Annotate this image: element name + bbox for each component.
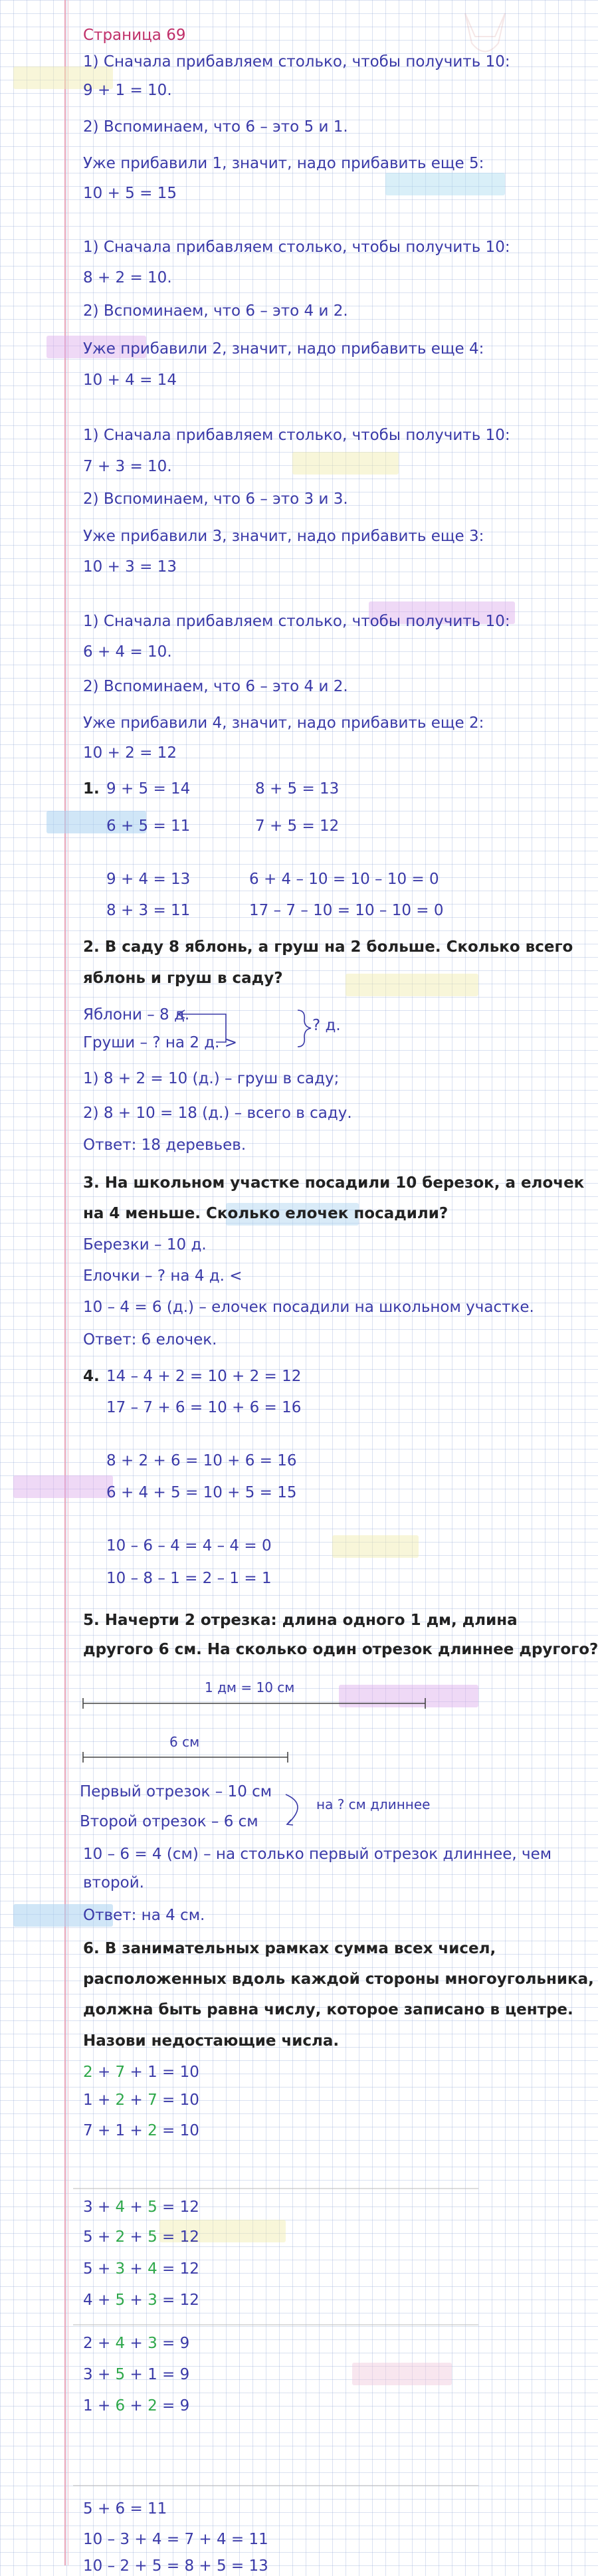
equation: 6 + 5 = 11 bbox=[106, 817, 191, 835]
equation: 8 + 2 + 6 = 10 + 6 = 16 bbox=[106, 1452, 297, 1469]
short-note: Яблони – 8 д. bbox=[83, 1006, 190, 1023]
text-line: 1) Сначала прибавляем столько, чтобы получить 10: bbox=[83, 427, 510, 444]
watermark-patch bbox=[346, 974, 478, 996]
text-line: 2) Вспоминаем, что 6 – это 4 и 2. bbox=[83, 302, 348, 320]
equation: 5 + 6 = 11 bbox=[83, 2500, 167, 2518]
task-statement: другого 6 см. На сколько один отрезок длиннее другого? bbox=[83, 1641, 598, 1658]
watermark-patch bbox=[352, 2363, 452, 2385]
equation-part: 7 + 1 + bbox=[83, 2122, 148, 2139]
equation bbox=[83, 2290, 199, 2310]
equation-part: = 9 bbox=[157, 2397, 190, 2415]
filled-number: 2 bbox=[115, 2228, 126, 2246]
equation-part: = 12 bbox=[157, 2260, 199, 2278]
equation-part: + bbox=[92, 2064, 116, 2081]
solution-line: 1) 8 + 2 = 10 (д.) – груш в саду; bbox=[83, 1070, 340, 1087]
equation-part: 1 + bbox=[83, 2397, 116, 2415]
filled-number: 4 bbox=[115, 2199, 126, 2216]
answer: Ответ: 18 деревьев. bbox=[83, 1136, 247, 1154]
solution-line: 10 – 6 = 4 (см) – на столько первый отрезок длиннее, чем bbox=[83, 1846, 552, 1863]
equation: 9 + 4 = 13 bbox=[106, 871, 191, 888]
equation bbox=[83, 2365, 189, 2385]
text-line: Уже прибавили 4, значит, надо прибавить еще 2: bbox=[83, 714, 484, 732]
equation bbox=[83, 2259, 199, 2279]
solution-line: 2) 8 + 10 = 18 (д.) – всего в саду. bbox=[83, 1105, 352, 1122]
equation: 10 – 3 + 4 = 7 + 4 = 11 bbox=[83, 2531, 268, 2548]
task-statement: яблонь и груш в саду? bbox=[83, 970, 283, 987]
equation: 10 – 6 – 4 = 4 – 4 = 0 bbox=[106, 1537, 272, 1555]
equation bbox=[83, 2090, 199, 2110]
equation-part: + bbox=[125, 2260, 148, 2278]
text-line: 2) Вспоминаем, что 6 – это 5 и 1. bbox=[83, 118, 348, 136]
text-line: 1) Сначала прибавляем столько, чтобы получить 10: bbox=[83, 53, 510, 70]
equation: 10 – 8 – 1 = 2 – 1 = 1 bbox=[106, 1570, 272, 1587]
solution-line: второй. bbox=[83, 1874, 144, 1891]
filled-number: 5 bbox=[115, 2366, 126, 2383]
task-statement: должна быть равна числу, которое записано в центре. bbox=[83, 2001, 573, 2018]
answer: Ответ: 6 елочек. bbox=[83, 1331, 217, 1348]
task-statement: 2. В саду 8 яблонь, а груш на 2 больше. Сколько всего bbox=[83, 938, 573, 956]
short-note: Елочки – ? на 4 д. < bbox=[83, 1267, 243, 1285]
task-statement: на 4 меньше. Сколько елочек посадили? bbox=[83, 1205, 448, 1222]
filled-number: 6 bbox=[115, 2397, 126, 2415]
filled-number: 2 bbox=[148, 2397, 157, 2415]
text-line: 7 + 3 = 10. bbox=[83, 458, 172, 475]
text-line: 9 + 1 = 10. bbox=[83, 82, 172, 99]
filled-number: 7 bbox=[115, 2064, 126, 2081]
text-line: 8 + 2 = 10. bbox=[83, 269, 172, 286]
segment-label: 1 дм = 10 см bbox=[205, 1679, 295, 1695]
short-note: Березки – 10 д. bbox=[83, 1236, 207, 1253]
filled-number: 5 bbox=[115, 2292, 126, 2309]
task-statement: расположенных вдоль каждой стороны многоугольника, bbox=[83, 1971, 594, 1988]
equation: 17 – 7 + 6 = 10 + 6 = 16 bbox=[106, 1399, 302, 1416]
filled-number: 5 bbox=[148, 2199, 157, 2216]
filled-number: 3 bbox=[115, 2260, 126, 2278]
equation-part: + bbox=[125, 2335, 148, 2352]
equation bbox=[83, 2197, 199, 2217]
equation bbox=[83, 2396, 189, 2416]
text-line: 10 + 5 = 15 bbox=[83, 185, 177, 202]
filled-number: 2 bbox=[115, 2092, 126, 2109]
text-line: 2) Вспоминаем, что 6 – это 4 и 2. bbox=[83, 678, 348, 695]
text-line: 10 + 4 = 14 bbox=[83, 372, 177, 389]
task-statement: 6. В занимательных рамках сумма всех чисел, bbox=[83, 1940, 496, 1957]
short-note: Второй отрезок – 6 см bbox=[80, 1813, 258, 1830]
filled-number: 4 bbox=[148, 2260, 157, 2278]
brace bbox=[298, 1010, 311, 1047]
equation: 10 – 2 + 5 = 8 + 5 = 13 bbox=[83, 2557, 268, 2575]
equation-part: 3 + bbox=[83, 2366, 116, 2383]
watermark-patch bbox=[13, 1475, 113, 1498]
equation-part: 1 + bbox=[83, 2092, 116, 2109]
text-line: 2) Вспоминаем, что 6 – это 3 и 3. bbox=[83, 490, 348, 508]
equation-part: = 12 bbox=[157, 2199, 199, 2216]
equation-part: + 1 = 9 bbox=[125, 2366, 190, 2383]
fox-watermark-icon bbox=[465, 13, 505, 52]
equation: 7 + 5 = 12 bbox=[255, 817, 340, 835]
task-number: 4. bbox=[83, 1368, 100, 1385]
equation-part: + bbox=[125, 2397, 148, 2415]
equation bbox=[83, 2062, 199, 2082]
equation: 14 – 4 + 2 = 10 + 2 = 12 bbox=[106, 1368, 302, 1385]
equation-part: + bbox=[125, 2228, 148, 2246]
page-title: Страница 69 bbox=[83, 27, 186, 44]
text-line: 1) Сначала прибавляем столько, чтобы получить 10: bbox=[83, 239, 510, 256]
equation-part: + bbox=[125, 2092, 148, 2109]
equation: 6 + 4 + 5 = 10 + 5 = 15 bbox=[106, 1484, 297, 1501]
equation-part: 3 + bbox=[83, 2199, 116, 2216]
watermark-patch bbox=[385, 173, 505, 195]
equation-part: = 10 bbox=[157, 2122, 199, 2139]
solution-line: 10 – 4 = 6 (д.) – елочек посадили на школьном участке. bbox=[83, 1299, 534, 1316]
filled-number: 2 bbox=[83, 2064, 93, 2081]
filled-number: 5 bbox=[148, 2228, 157, 2246]
equation-part: = 12 bbox=[157, 2292, 199, 2309]
watermark-patch bbox=[339, 1685, 478, 1707]
brace-label: ? д. bbox=[312, 1017, 341, 1034]
watermark-patch bbox=[292, 452, 399, 475]
equation-part: = 12 bbox=[157, 2228, 199, 2246]
equation: 9 + 5 = 14 bbox=[106, 780, 191, 798]
equation: 8 + 3 = 11 bbox=[106, 902, 191, 919]
equation: 8 + 5 = 13 bbox=[255, 780, 340, 798]
task-statement: 3. На школьном участке посадили 10 березок, а елочек bbox=[83, 1174, 585, 1192]
filled-number: 4 bbox=[115, 2335, 126, 2352]
filled-number: 3 bbox=[148, 2292, 157, 2309]
equation bbox=[83, 2121, 199, 2141]
text-line: 10 + 3 = 13 bbox=[83, 558, 177, 576]
short-note: Первый отрезок – 10 см bbox=[80, 1783, 272, 1800]
text-line: Уже прибавили 3, значит, надо прибавить еще 3: bbox=[83, 528, 484, 545]
equation-part: = 9 bbox=[157, 2335, 190, 2352]
equation-part: 4 + bbox=[83, 2292, 116, 2309]
short-note: Груши – ? на 2 д. > bbox=[83, 1034, 238, 1051]
equation-part: + 1 = 10 bbox=[125, 2064, 199, 2081]
compare-curve bbox=[286, 1794, 298, 1824]
watermark-patch bbox=[332, 1535, 419, 1558]
filled-number: 2 bbox=[148, 2122, 157, 2139]
task-number: 1. bbox=[83, 780, 100, 798]
equation-part: 5 + bbox=[83, 2260, 116, 2278]
equation-part: = 10 bbox=[157, 2092, 199, 2109]
equation-part: + bbox=[125, 2199, 148, 2216]
text-line: 1) Сначала прибавляем столько, чтобы получить 10: bbox=[83, 613, 510, 630]
margin-line bbox=[64, 0, 66, 2565]
brace-label: на ? см длиннее bbox=[316, 1796, 431, 1812]
equation-part: 5 + bbox=[83, 2228, 116, 2246]
equation bbox=[83, 2227, 199, 2247]
equation-part: + bbox=[125, 2292, 148, 2309]
filled-number: 3 bbox=[148, 2335, 157, 2352]
task-statement: Назови недостающие числа. bbox=[83, 2032, 340, 2050]
text-line: Уже прибавили 1, значит, надо прибавить еще 5: bbox=[83, 155, 484, 172]
text-line: 10 + 2 = 12 bbox=[83, 744, 177, 762]
filled-number: 7 bbox=[148, 2092, 157, 2109]
equation: 17 – 7 – 10 = 10 – 10 = 0 bbox=[249, 902, 444, 919]
text-line: 6 + 4 = 10. bbox=[83, 643, 172, 661]
task-statement: 5. Начерти 2 отрезка: длина одного 1 дм, длина bbox=[83, 1612, 518, 1629]
segment-6cm bbox=[83, 1752, 288, 1763]
text-line: Уже прибавили 2, значит, надо прибавить еще 4: bbox=[83, 340, 484, 358]
answer: Ответ: на 4 см. bbox=[83, 1907, 205, 1924]
equation: 6 + 4 – 10 = 10 – 10 = 0 bbox=[249, 871, 439, 888]
equation-part: 2 + bbox=[83, 2335, 116, 2352]
equation bbox=[83, 2333, 189, 2353]
segment-label: 6 см bbox=[169, 1734, 200, 1750]
